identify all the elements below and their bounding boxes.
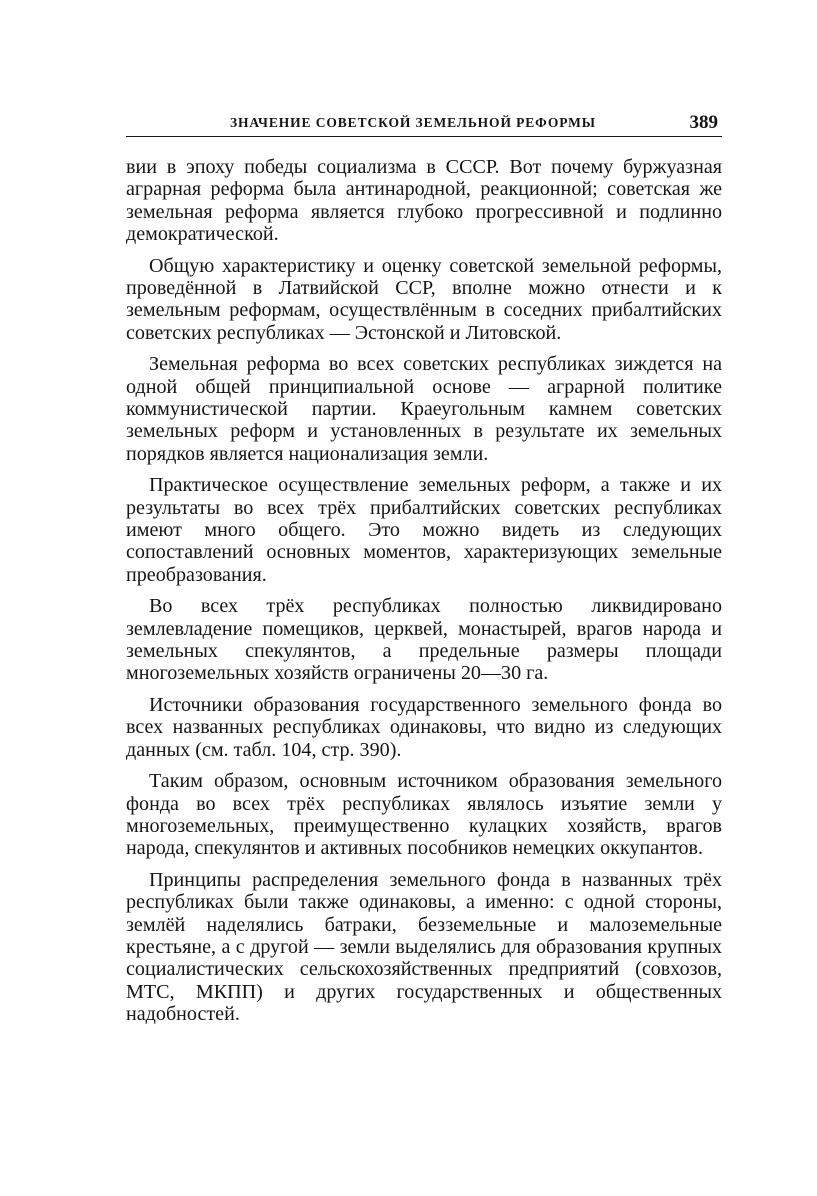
book-page (126, 112, 722, 1035)
paragraph: Таким образом, основным источником образования земельного фонда во всех трёх республиках являлось изъятие земли у многоземельных, преимущественно кулацких хозяйств, врагов народа, спекулянтов и активных пособников немецких оккупантов. (126, 770, 722, 860)
paragraph: Земельная реформа во всех советских республиках зиждется на одной общей принципиальной основе — аграрной политике коммунистической партии. Краеугольным камнем советских земельных реформ и установленных в результате их земельных порядков является национализация земли. (126, 353, 722, 465)
running-title: ЗНАЧЕНИЕ СОВЕТСКОЙ ЗЕМЕЛЬНОЙ РЕФОРМЫ (230, 115, 596, 130)
body-text (126, 156, 722, 1025)
paragraph: Общую характеристику и оценку советской земельной реформы, проведённой в Латвийской ССР, вполне можно отнести и к земельным реформам, осуществлённым в соседних прибалтийских советских республиках — Эстонской и Литовской. (126, 254, 722, 344)
paragraph: Практическое осуществление земельных реформ, а также и их результаты во всех трёх прибалтийских советских республиках имеют много общего. Это можно видеть из следующих сопоставлений основных моментов, характеризующих земельные преобразования. (126, 474, 722, 586)
paragraph-continued: вии в эпоху победы социализма в СССР. Вот почему буржуазная аграрная реформа была антинародной, реакционной; советская же земельная реформа является глубоко прогрессивной и подлинно демократической. (126, 156, 722, 245)
paragraph: Во всех трёх республиках полностью ликвидировано землевладение помещиков, церквей, монастырей, врагов народа и земельных спекулянтов, а предельные размеры площади многоземельных хозяйств ограничены 20—30 га. (126, 595, 722, 685)
paragraph: Принципы распределения земельного фонда в названных трёх республиках были также одинаковы, а именно: с одной стороны, землёй наделялись батраки, безземельные и малоземельные крестьяне, а с другой — земли выделялись для образования крупных социалистических сельскохозяйственных предприятий (совхозов, МТС, МКПП) и других государственных и общественных надобностей. (126, 869, 722, 1025)
page-number: 389 (689, 112, 718, 133)
paragraph: Источники образования государственного земельного фонда во всех названных республиках одинаковы, что видно из следующих данных (см. табл. 104, стр. 390). (126, 694, 722, 761)
running-header (126, 112, 722, 137)
